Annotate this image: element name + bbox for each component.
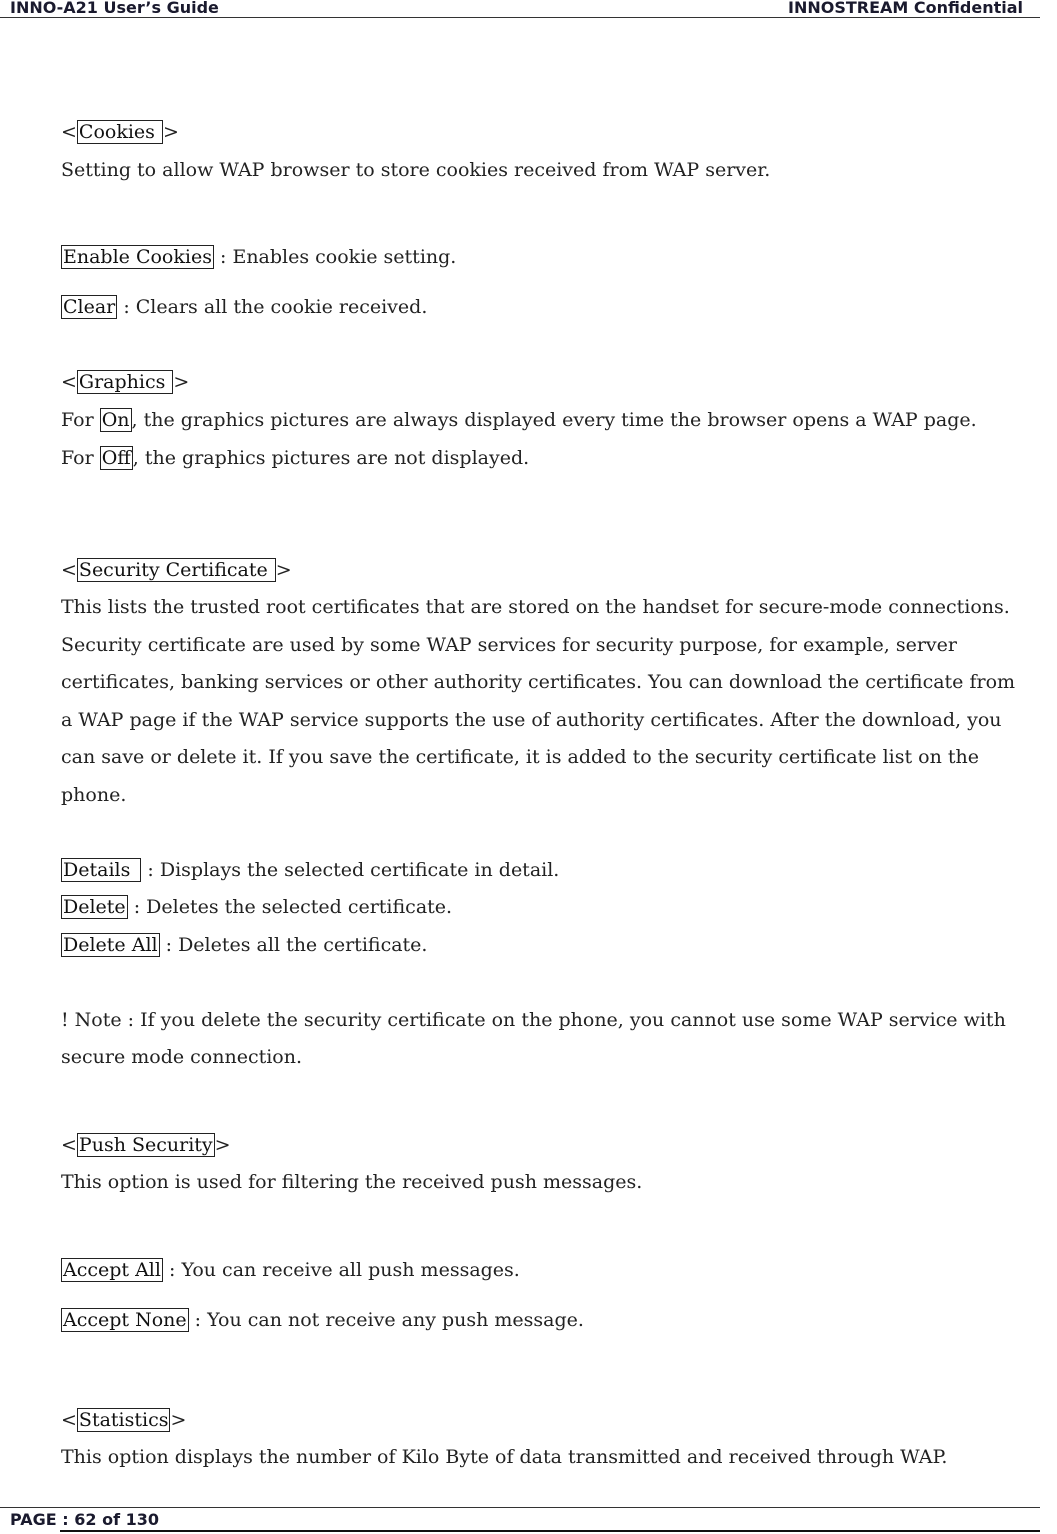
cookies-desc: Setting to allow WAP browser to store cookies received from WAP server. [61,159,771,181]
security-para-line: a WAP page if the WAP service supports the use of authority certificates. After the download, you [61,709,1002,731]
cookies-item [61,245,456,269]
confidential-label: INNOSTREAM Confidential [788,0,1023,17]
doc-title: INNO-A21 User’s Guide [10,0,219,17]
option-desc: : Enables cookie setting. [213,246,457,268]
option-label: Delete All [63,934,158,956]
option-label: Accept None [63,1309,187,1331]
statistics-title: Statistics [78,1409,169,1431]
page-number: PAGE : 62 of 130 [10,1510,159,1529]
graphics-title: Graphics [78,371,172,393]
option-label: Accept All [63,1259,161,1281]
option-label: Details [61,858,141,882]
header-divider [0,17,1040,18]
graphics-line [61,408,977,432]
option-label: Enable Cookies [63,246,212,268]
option-label: On [101,409,130,431]
statistics-desc: This option displays the number of Kilo Byte of data transmitted and received through WAP. [61,1446,948,1468]
footer-divider [0,1507,1040,1508]
security-para-line: certificates, banking services or other authority certificates. You can download the certificate from [61,671,1016,693]
security-para-line: can save or delete it. If you save the certificate, it is added to the security certificate list on the [61,746,979,768]
option-desc: : Clears all the cookie received. [117,296,428,318]
option-desc: , the graphics pictures are always displayed every time the browser opens a WAP page. [131,409,977,431]
push-item [61,1258,520,1282]
graphics-prefix: For [61,447,100,469]
push-heading: < Push Security > [61,1134,231,1156]
cookies-title: Cookies [78,121,161,143]
push-item [61,1308,584,1332]
security-heading: < Security Certificate > [61,559,292,581]
option-desc: : Displays the selected certificate in detail. [141,859,560,881]
option-label: Clear [63,296,116,318]
security-title: Security Certificate [78,559,274,581]
push-title: Push Security [78,1134,213,1156]
statistics-heading: < Statistics > [61,1409,187,1431]
option-desc: : You can receive all push messages. [162,1259,520,1281]
option-desc: : Deletes all the certificate. [159,934,428,956]
security-para-line: This lists the trusted root certificates that are stored on the handset for secure-mode connections. [61,596,1010,618]
cookies-item [61,295,427,319]
option-label: Off [101,447,131,469]
note-line: secure mode connection. [61,1046,303,1068]
note-label: ! Note [61,1009,122,1031]
option-desc: : Deletes the selected certificate. [127,896,453,918]
security-para-line: phone. [61,784,127,806]
security-item [61,933,427,957]
cookies-heading: < Cookies > [61,121,179,143]
security-item [61,858,559,882]
page-header [0,0,1057,18]
graphics-heading: < Graphics > [61,371,190,393]
graphics-prefix: For [61,409,100,431]
security-item [61,895,452,919]
option-label: Delete [63,896,126,918]
option-desc: , the graphics pictures are not displayed. [132,447,530,469]
security-para-line: Security certificate are used by some WAP services for security purpose, for example, server [61,634,957,656]
note-text: : If you delete the security certificate on the phone, you cannot use some WAP service with [121,1009,1006,1031]
push-desc: This option is used for filtering the received push messages. [61,1171,643,1193]
footer-underline [60,1530,1040,1532]
option-desc: : You can not receive any push message. [188,1309,584,1331]
note-line [61,1008,1006,1032]
graphics-line [61,446,529,470]
